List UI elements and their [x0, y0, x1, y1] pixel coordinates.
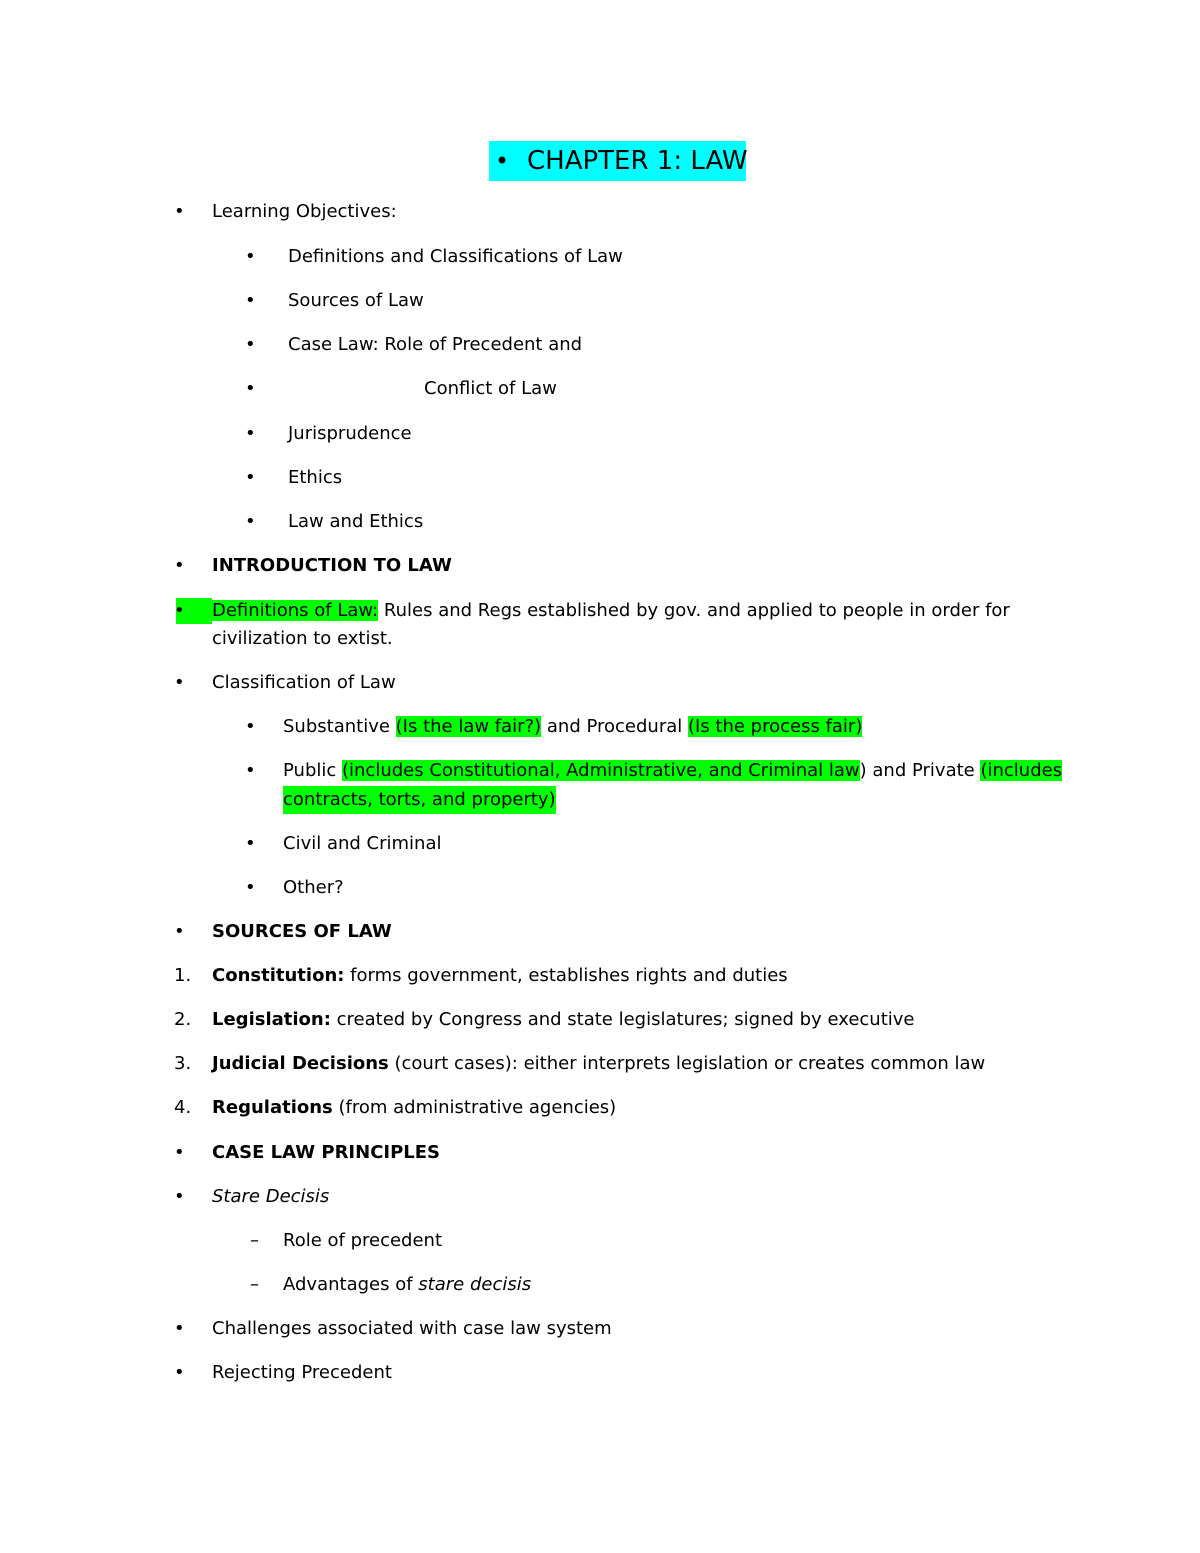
- chapter-title-block: [489, 141, 746, 181]
- advantages-italic: stare decisis: [418, 1274, 532, 1295]
- section-heading-case-law: CASE LAW PRINCIPLES: [212, 1142, 441, 1163]
- objective-item: Law and Ethics: [288, 511, 424, 532]
- private-label: ) and Private: [859, 760, 981, 781]
- source-label: Regulations: [212, 1097, 333, 1118]
- source-label: Legislation:: [212, 1009, 331, 1030]
- source-item: [212, 1050, 985, 1078]
- objective-item: Ethics: [288, 467, 343, 488]
- definition-line: [212, 597, 1010, 625]
- dash: –: [250, 1230, 259, 1251]
- definition-text-continued: civilization to extist.: [212, 628, 393, 649]
- source-text: forms government, establishes rights and duties: [344, 965, 788, 986]
- substantive-note: (Is the law fair?): [395, 716, 542, 737]
- bullet: •: [245, 511, 256, 532]
- bullet: •: [245, 833, 256, 854]
- procedural-label: and Procedural: [541, 716, 688, 737]
- public-private-line: [283, 757, 1062, 785]
- private-note-continued: contracts, torts, and property): [283, 786, 556, 814]
- dash: –: [250, 1274, 259, 1295]
- advantages-prefix: Advantages of: [283, 1274, 419, 1295]
- source-item: [212, 1094, 616, 1122]
- bullet: •: [245, 423, 256, 444]
- bullet: •: [174, 600, 185, 621]
- bullet: •: [174, 555, 185, 576]
- public-label: Public: [283, 760, 342, 781]
- learning-objectives-heading: Learning Objectives:: [212, 201, 397, 222]
- source-item: [212, 962, 788, 990]
- chapter-title: CHAPTER 1: LAW: [527, 146, 748, 176]
- bullet: •: [174, 1186, 185, 1207]
- source-label: Judicial Decisions: [212, 1053, 389, 1074]
- title-bullet: •: [495, 147, 510, 175]
- objective-item: Case Law: Role of Precedent and: [288, 334, 583, 355]
- objective-item: Conflict of Law: [424, 378, 557, 399]
- source-text: (court cases): either interprets legislation or creates common law: [388, 1053, 986, 1074]
- section-heading-sources: SOURCES OF LAW: [212, 921, 392, 942]
- bullet: •: [245, 877, 256, 898]
- item-number: 1.: [174, 965, 192, 986]
- other-item: Other?: [283, 877, 344, 898]
- bullet: •: [174, 1362, 185, 1383]
- source-text: (from administrative agencies): [332, 1097, 617, 1118]
- item-number: 3.: [174, 1053, 192, 1074]
- item-number: 2.: [174, 1009, 192, 1030]
- bullet: •: [174, 672, 185, 693]
- challenges-item: Challenges associated with case law system: [212, 1318, 612, 1339]
- role-of-precedent-item: Role of precedent: [283, 1230, 443, 1251]
- bullet: •: [174, 921, 185, 942]
- bullet: •: [245, 760, 256, 781]
- civil-criminal-item: Civil and Criminal: [283, 833, 442, 854]
- item-number: 4.: [174, 1097, 192, 1118]
- substantive-procedural-line: [283, 713, 862, 741]
- bullet: •: [174, 1142, 185, 1163]
- objective-item: Sources of Law: [288, 290, 424, 311]
- definition-text: Rules and Regs established by gov. and applied to people in order for: [378, 600, 1010, 621]
- source-item: [212, 1006, 914, 1034]
- bullet: •: [174, 1318, 185, 1339]
- bullet: •: [245, 246, 256, 267]
- bullet: •: [245, 290, 256, 311]
- objective-item: Jurisprudence: [288, 423, 412, 444]
- bullet: •: [245, 334, 256, 355]
- bullet: •: [245, 378, 256, 399]
- bullet: •: [245, 716, 256, 737]
- section-heading-introduction: INTRODUCTION TO LAW: [212, 555, 452, 576]
- stare-decisis-item: Stare Decisis: [212, 1186, 330, 1207]
- bullet: •: [174, 201, 185, 222]
- bullet: •: [245, 467, 256, 488]
- rejecting-precedent-item: Rejecting Precedent: [212, 1362, 392, 1383]
- classification-heading: Classification of Law: [212, 672, 396, 693]
- procedural-note: (Is the process fair): [687, 716, 863, 737]
- objective-item: Definitions and Classifications of Law: [288, 246, 623, 267]
- private-note-start: (includes: [980, 760, 1063, 781]
- source-label: Constitution:: [212, 965, 345, 986]
- advantages-item: [283, 1271, 531, 1299]
- source-text: created by Congress and state legislatures; signed by executive: [330, 1009, 915, 1030]
- public-note: (includes Constitutional, Administrative, and Criminal law: [342, 760, 860, 781]
- definition-label: Definitions of Law:: [212, 600, 379, 621]
- substantive-label: Substantive: [283, 716, 396, 737]
